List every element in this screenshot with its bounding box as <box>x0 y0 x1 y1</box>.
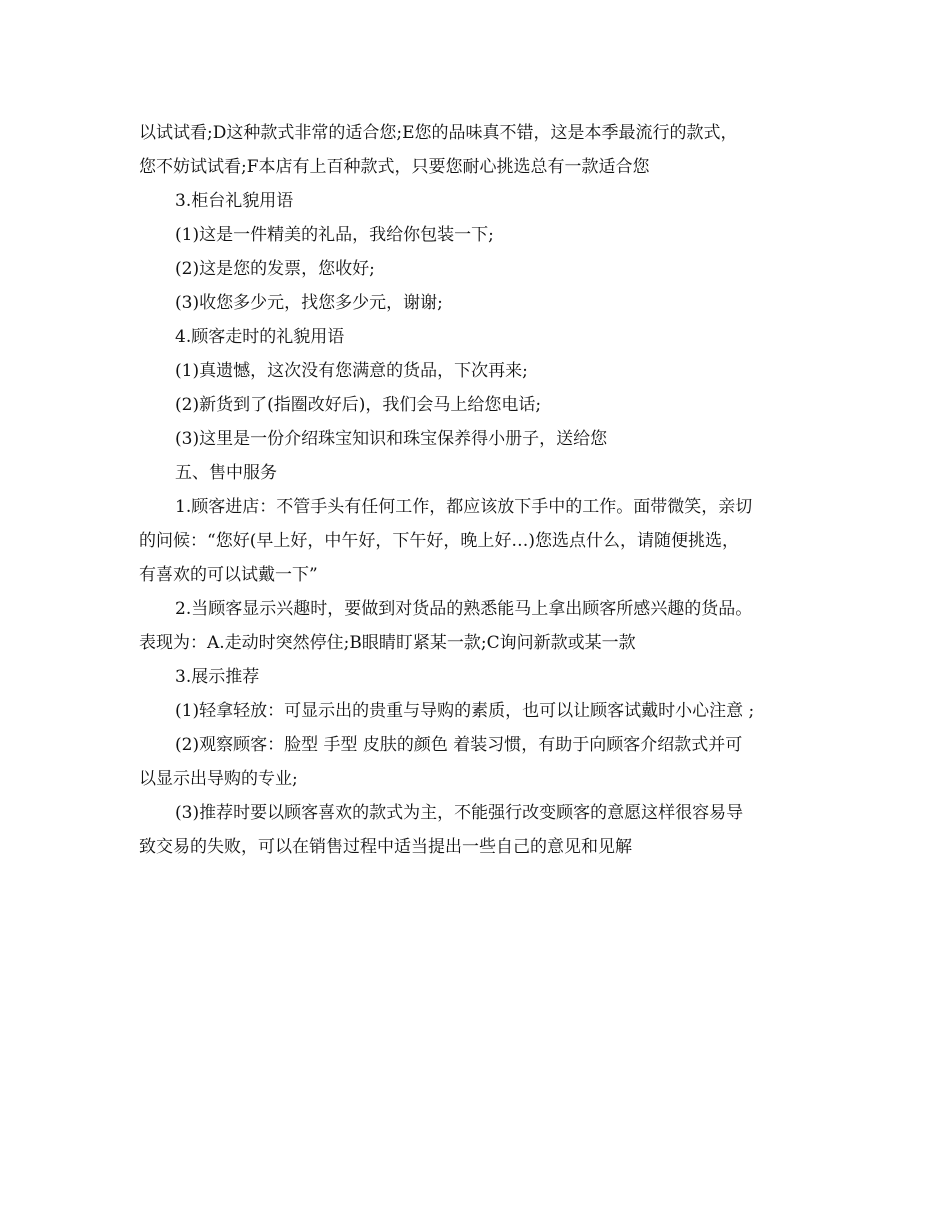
document-body <box>139 116 819 864</box>
list-item: (3)收您多少元，找您多少元，谢谢; <box>175 293 443 313</box>
list-item: (3)这里是一份介绍珠宝知识和珠宝保养得小册子，送给您 <box>175 429 608 449</box>
chapter-heading: 五、售中服务 <box>175 463 277 483</box>
paragraph-line: 以试试看;D这种款式非常的适合您;E您的品味真不错，这是本季最流行的款式， <box>139 123 738 143</box>
paragraph-line: 致交易的失败，可以在销售过程中适当提出一些自己的意见和见解 <box>139 837 632 857</box>
list-item: (1)真遗憾，这次没有您满意的货品，下次再来; <box>175 361 528 381</box>
paragraph-line: 的问候：“您好(早上好，中午好，下午好，晚上好…)您选点什么，请随便挑选， <box>139 531 739 551</box>
list-item: (2)这是您的发票，您收好; <box>175 259 375 279</box>
paragraph-line: 以显示出导购的专业; <box>139 769 298 789</box>
list-item: (1)这是一件精美的礼品，我给你包装一下; <box>175 225 494 245</box>
paragraph-line: 有喜欢的可以试戴一下” <box>139 565 318 585</box>
paragraph-line: 表现为：A.走动时突然停住;B眼睛盯紧某一款;C询问新款或某一款 <box>139 633 636 653</box>
paragraph-line: 您不妨试试看;F本店有上百种款式，只要您耐心挑选总有一款适合您 <box>139 157 650 177</box>
paragraph-line: 2.当顾客显示兴趣时，要做到对货品的熟悉能马上拿出顾客所感兴趣的货品。 <box>175 599 753 619</box>
list-item: (2)新货到了(指圈改好后)，我们会马上给您电话; <box>175 395 542 415</box>
list-item: (3)推荐时要以顾客喜欢的款式为主，不能强行改变顾客的意愿这样很容易导 <box>175 803 744 823</box>
list-item: (1)轻拿轻放：可显示出的贵重与导购的素质，也可以让顾客试戴时小心注意 ; <box>175 701 755 721</box>
section-heading: 3.展示推荐 <box>175 667 260 687</box>
section-heading: 4.顾客走时的礼貌用语 <box>175 327 345 347</box>
paragraph-line: 1.顾客进店：不管手头有任何工作，都应该放下手中的工作。面带微笑，亲切 <box>175 497 753 517</box>
list-item: (2)观察顾客：脸型 手型 皮肤的颜色 着装习惯，有助于向顾客介绍款式并可 <box>175 735 743 755</box>
section-heading: 3.柜台礼貌用语 <box>175 191 294 211</box>
